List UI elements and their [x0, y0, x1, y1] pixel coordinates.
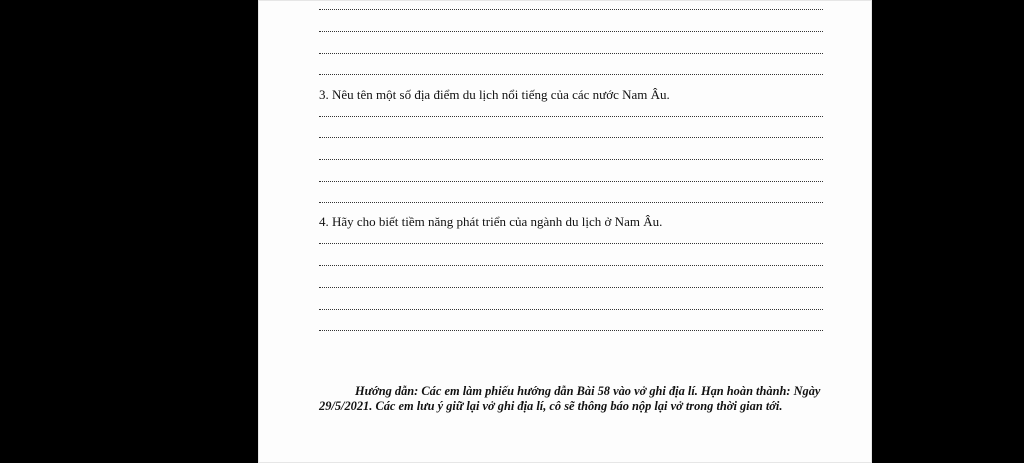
answer-line: [319, 202, 823, 203]
instruction-note: Hướng dẫn: Các em làm phiếu hướng dẫn Bài 58 vào vở ghi địa lí. Hạn hoàn thành: Ngày 29/5/2021. Các em lưu ý giữ lại vở ghi địa lí, cô sẽ thông báo nộp lại vở trong thời gian tới.: [319, 384, 821, 413]
answer-line: [319, 31, 823, 32]
answer-line: [319, 9, 823, 10]
answer-line: [319, 137, 823, 138]
answer-line: [319, 287, 823, 288]
question-3: 3. Nêu tên một số địa điểm du lịch nổi tiếng của các nước Nam Âu.: [319, 87, 670, 102]
answer-line: [319, 53, 823, 54]
answer-line: [319, 265, 823, 266]
answer-line: [319, 74, 823, 75]
answer-line: [319, 309, 823, 310]
answer-line: [319, 330, 823, 331]
answer-line: [319, 243, 823, 244]
answer-line: [319, 159, 823, 160]
answer-line: [319, 181, 823, 182]
answer-line: [319, 116, 823, 117]
question-4: 4. Hãy cho biết tiềm năng phát triển của ngành du lịch ở Nam Âu.: [319, 214, 663, 229]
